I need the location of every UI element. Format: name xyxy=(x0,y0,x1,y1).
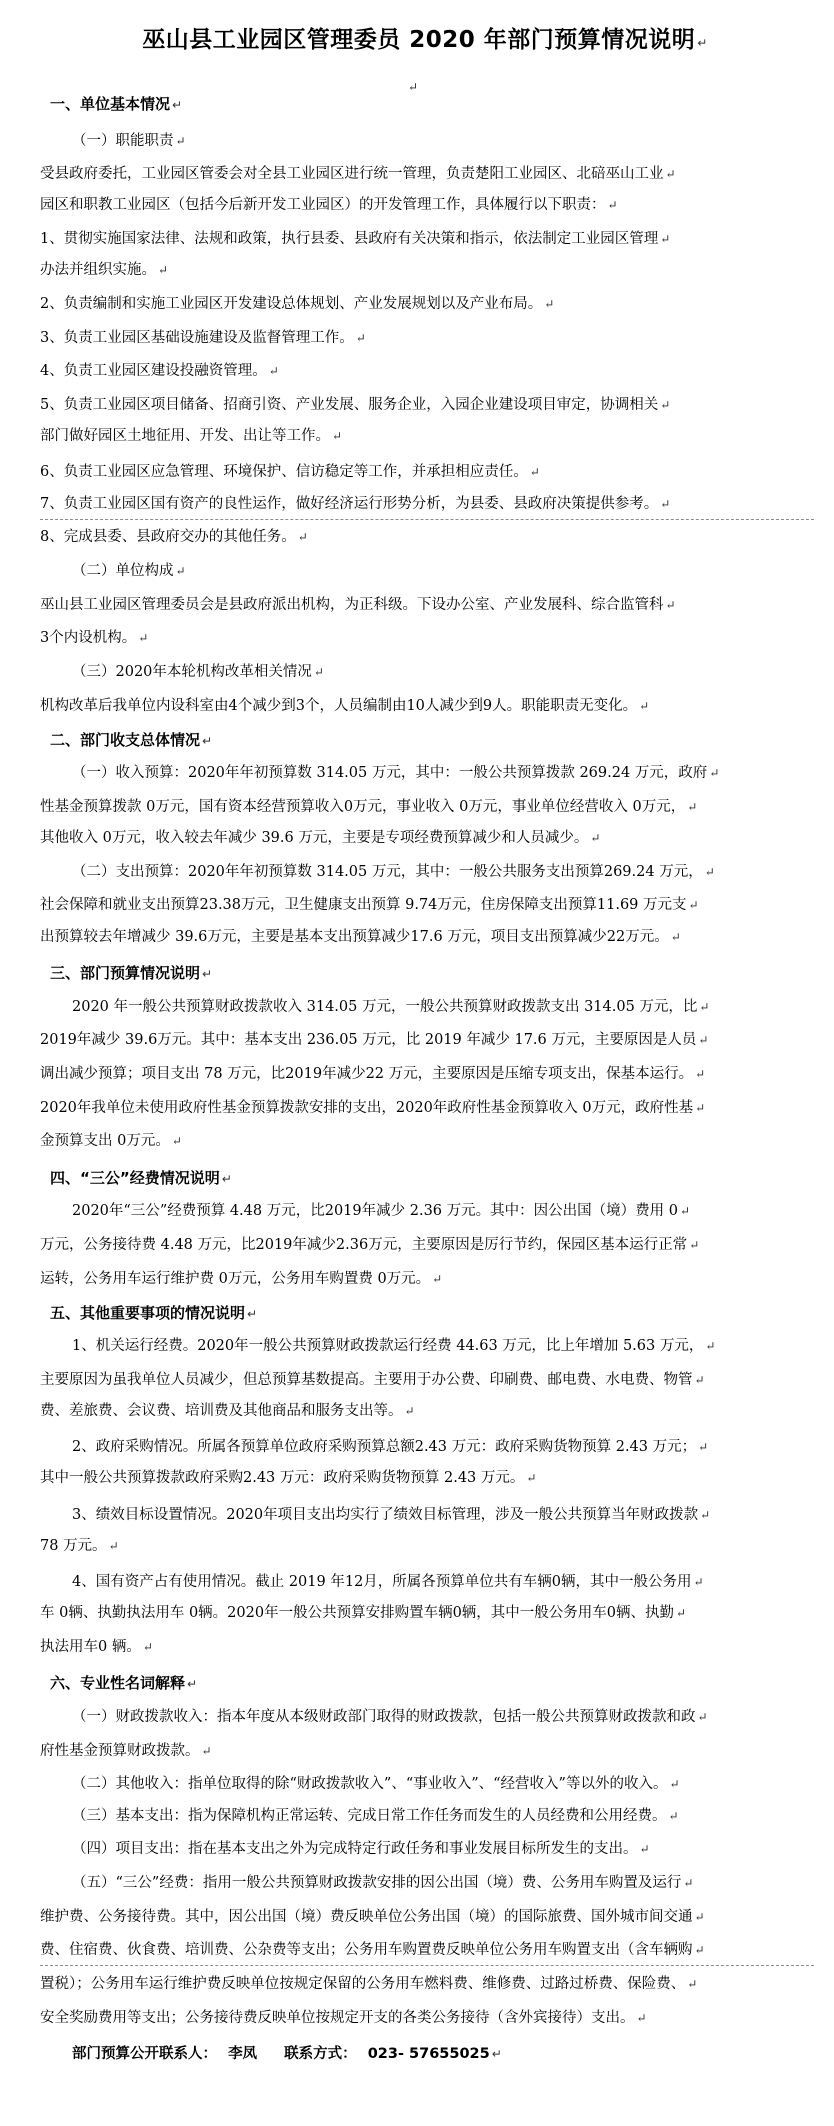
paragraph-mark: ↵ xyxy=(688,898,699,913)
paragraph-mark: ↵ xyxy=(670,929,681,944)
paragraph-mark: ↵ xyxy=(705,1339,716,1354)
paragraph-mark: ↵ xyxy=(660,232,671,247)
paragraph-mark: ↵ xyxy=(676,1606,687,1621)
paragraph-mark: ↵ xyxy=(171,1134,182,1149)
paragraph-line: 1、机关运行经费。2020年一般公共预算财政拨款运行经费 44.63 万元，比上年增加 5.63 万元， ↵ xyxy=(72,1338,716,1355)
paragraph-mark: ↵ xyxy=(590,831,601,846)
paragraph-mark: ↵ xyxy=(660,496,671,511)
paragraph-line: （三）2020年本轮机构改革相关情况 ↵ xyxy=(72,664,324,681)
paragraph-line: 其他收入 0万元，收入较去年减少 39.6 万元，主要是专项经费预算减少和人员减少。 ↵ xyxy=(40,830,601,847)
paragraph-mark: ↵ xyxy=(175,564,186,579)
paragraph-mark: ↵ xyxy=(313,665,324,680)
paragraph-mark: ↵ xyxy=(687,799,698,814)
paragraph-line: 5、负责工业园区项目储备、招商引资、产业发展、服务企业，入园企业建设项目审定，协调相关 ↵ xyxy=(40,397,671,414)
paragraph-line: 运转，公务用车运行维护费 0万元，公务用车购置费 0万元。 ↵ xyxy=(40,1270,443,1287)
section-heading: 二、部门收支总体情况 ↵ xyxy=(50,730,213,749)
paragraph-line: 1、贯彻实施国家法律、法规和政策，执行县委、县政府有关决策和指示，依法制定工业园区管理 ↵ xyxy=(40,231,671,248)
paragraph-mark: ↵ xyxy=(108,1538,119,1553)
paragraph-line: 2、政府采购情况。所属各预算单位政府采购预算总额2.43 万元：政府采购货物预算 2.43 万元； ↵ xyxy=(72,1439,709,1456)
paragraph-line: 2、负责编制和实施工业园区开发建设总体规划、产业发展规划以及产业布局。 ↵ xyxy=(40,295,555,312)
paragraph-mark: ↵ xyxy=(404,1404,415,1419)
paragraph-line: 主要原因为虽我单位人员减少，但总预算基数提高。主要用于办公费、印刷费、邮电费、水电费、物管 ↵ xyxy=(40,1371,705,1388)
paragraph-mark: ↵ xyxy=(639,698,650,713)
paragraph-mark: ↵ xyxy=(694,1943,705,1958)
paragraph-line: 园区和职教工业园区（包括今后新开发工业园区）的开发管理工作，具体履行以下职责： ↵ xyxy=(40,197,618,214)
paragraph-line: 2020 年一般公共预算财政拨款收入 314.05 万元，一般公共预算财政拨款支出 314.05 万元，比 ↵ xyxy=(72,998,710,1015)
contact-label: 部门预算公开联系人： xyxy=(72,2046,217,2063)
paragraph-mark: ↵ xyxy=(679,1204,691,1219)
paragraph-line: 办法并组织实施。 ↵ xyxy=(40,262,169,279)
paragraph-mark: ↵ xyxy=(698,1440,709,1455)
page-divider xyxy=(40,519,814,520)
paragraph-line: 2019年减少 39.6万元。其中：基本支出 236.05 万元，比 2019 年减少 17.6 万元，主要原因是人员 ↵ xyxy=(40,1032,709,1049)
paragraph-line: 2020年我单位未使用政府性基金预算拨款安排的支出，2020年政府性基金预算收入 0万元，政府性基 ↵ xyxy=(40,1099,706,1116)
paragraph-mark: ↵ xyxy=(332,429,343,444)
paragraph-mark: ↵ xyxy=(175,133,186,148)
paragraph-line: 3、负责工业园区基础设施建设及监督管理工作。 ↵ xyxy=(40,329,366,346)
paragraph-mark: ↵ xyxy=(172,98,183,113)
paragraph-line: 置税）；公务用车运行维护费反映单位按规定保留的公务用车燃料费、维修费、过路过桥费、保险费、 ↵ xyxy=(40,1976,698,1993)
paragraph-line: 部门做好园区土地征用、开发、出让等工作。 ↵ xyxy=(40,428,343,445)
paragraph-line: 执法用车0 辆。 ↵ xyxy=(40,1638,153,1655)
paragraph-line: 府性基金预算财政拨款。 ↵ xyxy=(40,1742,212,1759)
paragraph-line: 7、负责工业园区国有资产的良性运作，做好经济运行形势分析，为县委、县政府决策提供参考。 ↵ xyxy=(40,495,671,512)
paragraph-line: 万元，公务接待费 4.48 万元，比2019年减少2.36万元，主要原因是厉行节约，保园区基本运行正常 ↵ xyxy=(40,1237,700,1254)
paragraph-line: 金预算支出 0万元。 ↵ xyxy=(40,1133,182,1150)
paragraph-line: （二）单位构成 ↵ xyxy=(72,563,186,580)
paragraph-line: 维护费、公务接待费。其中，因公出国（境）费反映单位公务出国（境）的国际旅费、国外城市间交通 ↵ xyxy=(40,1908,705,1925)
paragraph-line: （五）“三公”经费：指用一般公共预算财政拨款安排的因公出国（境）费、公务用车购置及运行 ↵ xyxy=(72,1874,694,1891)
paragraph-mark: ↵ xyxy=(636,2010,647,2025)
paragraph-mark: ↵ xyxy=(694,1909,705,1924)
paragraph-mark: ↵ xyxy=(544,296,555,311)
paragraph-mark: ↵ xyxy=(202,966,213,981)
paragraph-mark: ↵ xyxy=(695,1067,706,1081)
paragraph-mark: ↵ xyxy=(695,1100,706,1115)
paragraph-line: （四）项目支出：指在基本支出之外为完成特定行政任务和事业发展目标所发生的支出。 ↵ xyxy=(72,1841,650,1858)
paragraph-mark: ↵ xyxy=(689,1238,700,1253)
paragraph-mark: ↵ xyxy=(158,263,169,278)
contact-phone-label: 联系方式： xyxy=(284,2046,357,2063)
paragraph-mark: ↵ xyxy=(529,465,540,480)
paragraph-mark: ↵ xyxy=(668,1808,679,1823)
paragraph-mark: ↵ xyxy=(355,330,366,345)
paragraph-mark: ↵ xyxy=(526,1471,537,1486)
section-heading: 六、专业性名词解释 ↵ xyxy=(50,1674,198,1693)
paragraph-line: 安全奖励费用等支出；公务接待费反映单位按规定开支的各类公务接待（含外宾接待）支出。 ↵ xyxy=(40,2009,647,2026)
paragraph-line: （二）支出预算：2020年年初预算数 314.05 万元，其中：一般公共服务支出预算269.24 万元， ↵ xyxy=(72,863,715,880)
paragraph-mark: ↵ xyxy=(268,364,279,379)
paragraph-line: （三）基本支出：指为保障机构正常运转、完成日常工作任务而发生的人员经费和公用经费。 ↵ xyxy=(72,1807,679,1824)
paragraph-mark: ↵ xyxy=(607,198,618,213)
paragraph-line: 巫山县工业园区管理委员会是县政府派出机构，为正科级。下设办公室、产业发展科、综合监管科 ↵ xyxy=(40,596,676,613)
document-title: 巫山县工业园区管理委员 2020 年部门预算情况说明 ↵ xyxy=(142,26,708,53)
paragraph-mark: ↵ xyxy=(202,733,213,748)
paragraph-line: 社会保障和就业支出预算23.38万元，卫生健康支出预算 9.74万元，住房保障支出预算11.69 万元支 ↵ xyxy=(40,897,699,914)
paragraph-mark: ↵ xyxy=(683,1875,694,1890)
paragraph-mark: ↵ xyxy=(694,1372,705,1387)
paragraph-mark: ↵ xyxy=(669,1777,680,1792)
paragraph-mark: ↵ xyxy=(221,1171,232,1186)
paragraph-line: 性基金预算拨款 0万元，国有资本经营预算收入0万元，事业收入 0万元，事业单位经营收入 0万元， ↵ xyxy=(40,798,698,815)
paragraph-mark: ↵ xyxy=(693,1575,704,1590)
paragraph-line: 4、负责工业园区建设投融资管理。 ↵ xyxy=(40,363,279,380)
paragraph-mark: ↵ xyxy=(201,1743,212,1758)
paragraph-line: 调出减少预算；项目支出 78 万元，比2019年减少22 万元，主要原因是压缩专项支出，保基本运行。 ↵ xyxy=(40,1066,706,1082)
contact-line: 部门预算公开联系人： 李凤 联系方式： 023- 57655025 ↵ xyxy=(72,2046,502,2063)
paragraph-mark: ↵ xyxy=(687,1977,698,1992)
paragraph-mark: ↵ xyxy=(698,1033,709,1048)
paragraph-line: 受县政府委托，工业园区管委会对全县工业园区进行统一管理，负责楚阳工业园区、北碚巫山工业 ↵ xyxy=(40,166,676,183)
paragraph-line: （二）其他收入：指单位取得的除“财政拨款收入”、“事业收入”、“经营收入”等以外的收入。 ↵ xyxy=(72,1776,680,1793)
paragraph-mark: ↵ xyxy=(297,530,308,545)
paragraph-line: 3、绩效目标设置情况。2020年项目支出均实行了绩效目标管理，涉及一般公共预算当年财政拨款 ↵ xyxy=(72,1506,711,1523)
paragraph-mark: ↵ xyxy=(247,1306,258,1321)
paragraph-mark: ↵ xyxy=(665,167,676,182)
section-heading: 五、其他重要事项的情况说明 ↵ xyxy=(50,1303,258,1322)
paragraph-line: （一）收入预算：2020年年初预算数 314.05 万元，其中：一般公共预算拨款 269.24 万元，政府 ↵ xyxy=(72,765,720,782)
paragraph-line: 8、完成县委、县政府交办的其他任务。 ↵ xyxy=(40,529,308,546)
paragraph-line: 费、住宿费、伙食费、培训费、公杂费等支出；公务用车购置费反映单位公务用车购置支出（含车辆购 ↵ xyxy=(40,1942,705,1959)
paragraph-mark: ↵ xyxy=(142,1639,153,1654)
paragraph-line: 车 0辆、执勤执法用车 0辆。2020年一般公共预算安排购置车辆0辆，其中一般公务用车0辆、执勤 ↵ xyxy=(40,1605,687,1622)
paragraph-mark: ↵ xyxy=(704,864,715,879)
paragraph-mark: ↵ xyxy=(432,1271,443,1286)
paragraph-line: （一）职能职责 ↵ xyxy=(72,132,186,149)
paragraph-mark: ↵ xyxy=(700,1507,711,1522)
paragraph-mark: ↵ xyxy=(699,999,710,1014)
paragraph-line: 费、差旅费、会议费、培训费及其他商品和服务支出等。 ↵ xyxy=(40,1403,415,1420)
paragraph-line: 6、负责工业园区应急管理、环境保护、信访稳定等工作，并承担相应责任。 ↵ xyxy=(40,464,540,481)
paragraph-line: 出预算较去年增减少 39.6万元，主要是基本支出预算减少17.6 万元，项目支出预算减少22万元。 ↵ xyxy=(40,928,681,945)
page-divider xyxy=(40,1965,814,1966)
paragraph-mark: ↵ xyxy=(187,1677,198,1692)
paragraph-line: 78 万元。 ↵ xyxy=(40,1537,119,1554)
paragraph-line: 机构改革后我单位内设科室由4个减少到3个，人员编制由10人减少到9人。职能职责无变化。 ↵ xyxy=(40,697,650,714)
section-heading: 四、“三公”经费情况说明 ↵ xyxy=(50,1168,232,1187)
paragraph-line: （一）财政拨款收入：指本年度从本级财政部门取得的财政拨款，包括一般公共预算财政拨款和政 ↵ xyxy=(72,1708,708,1725)
paragraph-line: 其中一般公共预算拨款政府采购2.43 万元：政府采购货物预算 2.43 万元。 ↵ xyxy=(40,1470,537,1487)
paragraph-line: 2020年“三公”经费预算 4.48 万元，比2019年减少 2.36 万元。其中：因公出国（境）费用 0 ↵ xyxy=(72,1203,691,1220)
contact-phone: 023- 57655025 xyxy=(367,2046,490,2063)
paragraph-mark: ↵ xyxy=(138,631,149,646)
paragraph-mark: ↵ xyxy=(408,80,419,95)
section-heading: 三、部门预算情况说明 ↵ xyxy=(50,963,213,982)
paragraph-mark: ↵ xyxy=(697,1709,708,1724)
paragraph-mark: ↵ xyxy=(665,597,676,612)
paragraph-line: 3个内设机构。 ↵ xyxy=(40,630,149,647)
paragraph-mark: ↵ xyxy=(639,1842,650,1857)
paragraph-mark: ↵ xyxy=(709,766,720,781)
paragraph-line: 4、国有资产占有使用情况。截止 2019 年12月，所属各预算单位共有车辆0辆，其中一般公务用 ↵ xyxy=(72,1574,704,1591)
contact-name: 李凤 xyxy=(228,2046,258,2063)
paragraph-mark: ↵ xyxy=(660,398,671,413)
section-heading: 一、单位基本情况 ↵ xyxy=(50,95,183,114)
